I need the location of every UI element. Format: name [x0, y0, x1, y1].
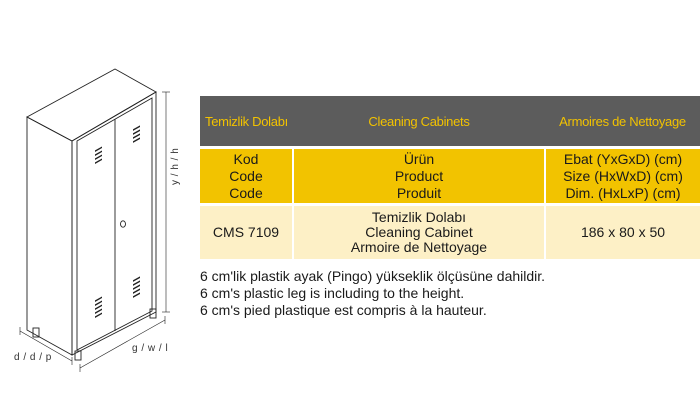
- product-label-cell: [293, 148, 545, 205]
- spec-table: [200, 96, 700, 259]
- product-label-en: Product: [394, 167, 444, 184]
- height-label: y / h / h: [170, 147, 181, 185]
- note-fr: 6 cm's pied plastique est compris à la hauteur.: [200, 302, 487, 318]
- vent-right-top: [133, 125, 140, 142]
- cabinet-drawing: [0, 0, 200, 400]
- size-value: 186 x 80 x 50: [545, 205, 700, 260]
- size-label-cell: [545, 148, 700, 205]
- foot-left: [33, 328, 39, 337]
- code-label-en: Code: [229, 167, 263, 184]
- note-tr: 6 cm'lik plastik ayak (Pingo) yükseklik ölçüsüne dahildir.: [200, 268, 546, 284]
- header-en: Cleaning Cabinets: [293, 96, 545, 148]
- product-value-en: Cleaning Cabinet: [365, 224, 473, 240]
- notes: [200, 268, 545, 319]
- code-label-tr: Kod: [233, 150, 259, 167]
- size-label-fr: Dim. (HxLxP) (cm): [565, 184, 681, 201]
- size-label-en: Size (HxWxD) (cm): [563, 167, 683, 184]
- header-tr: Temizlik Dolabı: [200, 96, 293, 148]
- depth-label: d / d / p: [14, 352, 52, 363]
- product-value-tr: Temizlik Dolabı: [371, 209, 467, 225]
- cabinet-top: [27, 69, 156, 141]
- header-fr: Armoires de Nettoyage: [545, 96, 700, 148]
- cabinet-side: [27, 117, 72, 355]
- code-label-cell: [200, 148, 293, 205]
- vent-right-bottom: [133, 276, 140, 297]
- table-label-row: [200, 148, 700, 205]
- vent-left-bottom: [95, 296, 102, 317]
- product-value-cell: [293, 205, 545, 260]
- table-row: [200, 205, 700, 260]
- size-label-tr: Ebat (YxGxD) (cm): [563, 150, 683, 167]
- lock-icon: [121, 221, 126, 227]
- product-label-tr: Ürün: [403, 150, 435, 167]
- table-header-row: [200, 96, 700, 148]
- note-en: 6 cm's plastic leg is including to the height.: [200, 285, 465, 301]
- code-label-fr: Code: [229, 184, 263, 201]
- vent-left-top: [95, 146, 102, 163]
- product-value-fr: Armoire de Nettoyage: [350, 239, 488, 255]
- width-label: g / w / l: [132, 343, 169, 354]
- code-value: CMS 7109: [200, 205, 293, 260]
- product-label-fr: Produit: [396, 184, 442, 201]
